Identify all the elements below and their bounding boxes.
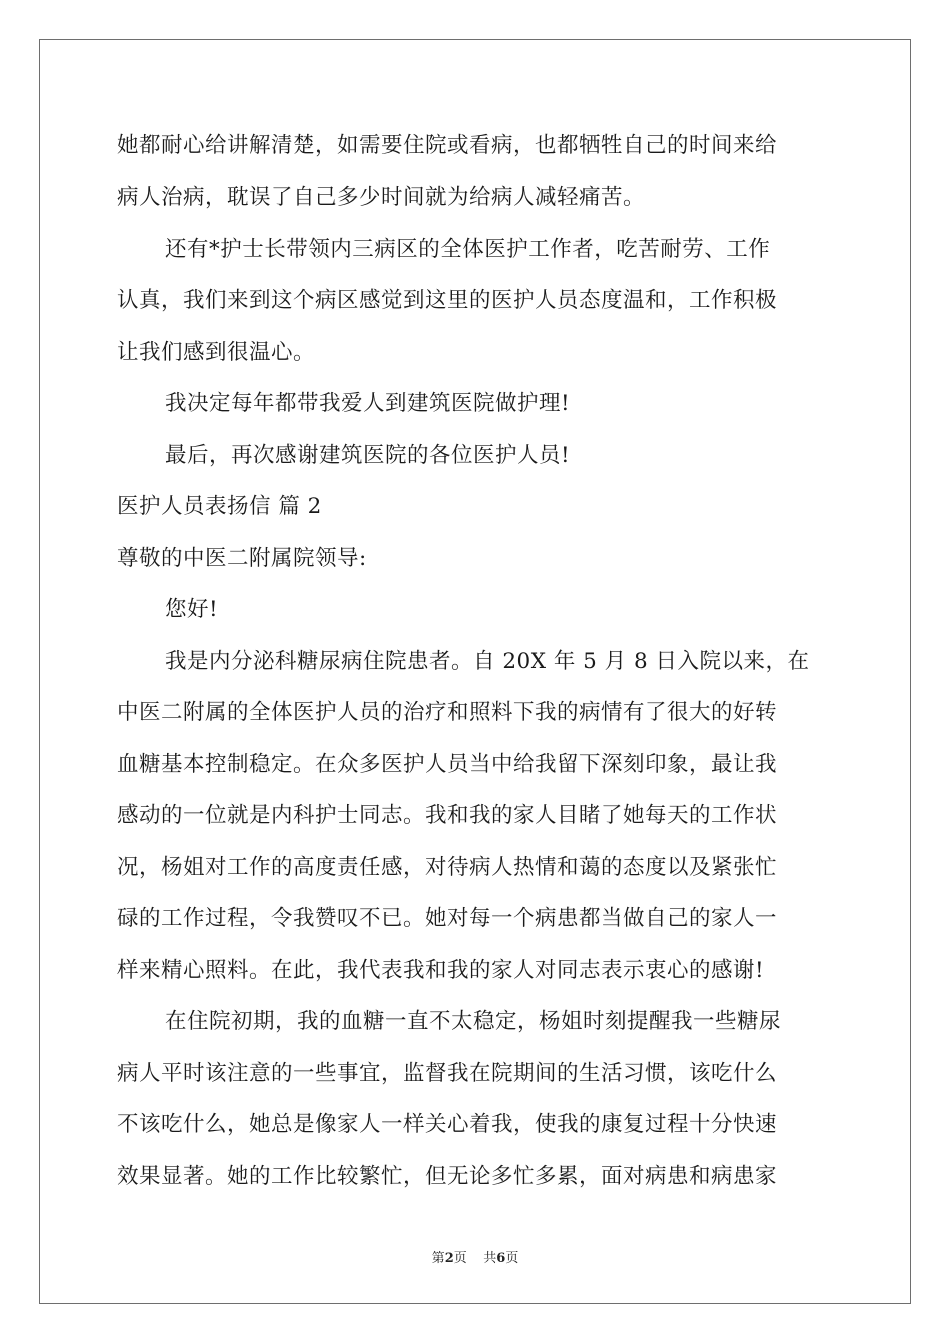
greeting: 您好!	[165, 597, 219, 622]
text-line: 碌的工作过程，令我赞叹不已。她对每一个病患都当做自己的家人一	[117, 906, 778, 931]
text-line: 她都耐心给讲解清楚，如需要住院或看病，也都牺牲自己的时间来给	[117, 133, 778, 158]
text-line: 样来精心照料。在此，我代表我和我的家人对同志表示衷心的感谢!	[117, 958, 765, 983]
text-line: 认真，我们来到这个病区感觉到这里的医护人员态度温和，工作积极	[117, 288, 778, 313]
text-line: 在住院初期，我的血糖一直不太稳定，杨姐时刻提醒我一些糖尿	[165, 1009, 782, 1034]
page-mid-text: 页 共	[453, 1251, 497, 1266]
text-line: 中医二附属的全体医护人员的治疗和照料下我的病情有了很大的好转	[117, 700, 778, 725]
page-suffix: 页	[505, 1251, 519, 1266]
text-line: 最后，再次感谢建筑医院的各位医护人员!	[165, 443, 571, 468]
text-line: 还有*护士长带领内三病区的全体医护工作者，吃苦耐劳、工作	[165, 237, 771, 262]
text-line: 不该吃什么，她总是像家人一样关心着我，使我的康复过程十分快速	[117, 1112, 778, 1137]
page-number-footer	[0, 1247, 950, 1266]
current-page-number: 2	[444, 1251, 454, 1266]
total-page-count: 6	[496, 1251, 506, 1266]
text-line: 感动的一位就是内科护士同志。我和我的家人目睹了她每天的工作状	[117, 803, 778, 828]
salutation: 尊敬的中医二附属院领导:	[117, 546, 367, 571]
text-line: 况，杨姐对工作的高度责任感，对待病人热情和蔼的态度以及紧张忙	[117, 855, 778, 880]
page-prefix: 第	[431, 1251, 445, 1266]
text-line: 病人平时该注意的一些事宜，监督我在院期间的生活习惯，该吃什么	[117, 1061, 778, 1086]
text-line: 让我们感到很温心。	[117, 340, 316, 365]
text-line: 血糖基本控制稳定。在众多医护人员当中给我留下深刻印象，最让我	[117, 752, 778, 777]
section-heading: 医护人员表扬信 篇 2	[117, 494, 322, 519]
text-line: 效果显著。她的工作比较繁忙，但无论多忙多累，面对病患和病患家	[117, 1164, 778, 1189]
text-line: 我决定每年都带我爱人到建筑医院做护理!	[165, 391, 571, 416]
text-line: 病人治病，耽误了自己多少时间就为给病人减轻痛苦。	[117, 185, 646, 210]
text-line: 我是内分泌科糖尿病住院患者。自 20X 年 5 月 8 日入院以来，在	[165, 649, 810, 674]
